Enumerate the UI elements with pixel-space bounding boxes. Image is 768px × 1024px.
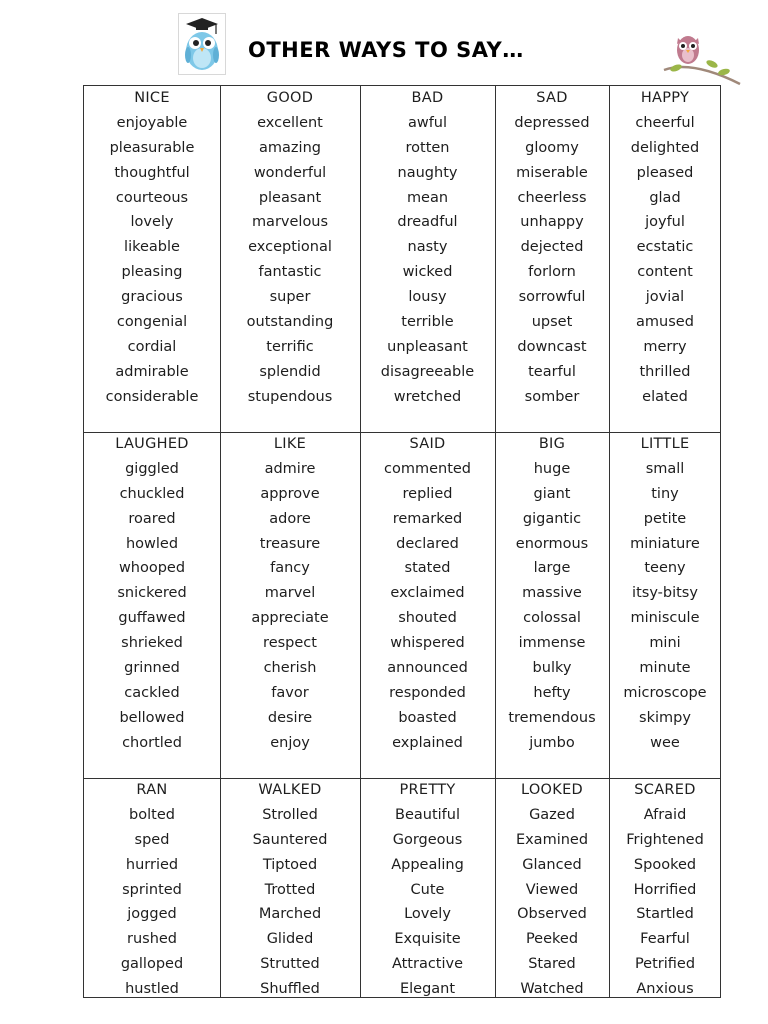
synonym-word: immense [518,635,586,652]
column-heading: WALKED [258,782,322,798]
synonym-word: likeable [124,239,180,256]
word-column-pretty [360,778,495,1002]
synonym-word: respect [263,635,317,652]
synonym-word: somber [524,388,580,405]
synonym-word: microscope [623,684,707,701]
synonym-word: snickered [117,585,187,602]
synonym-word: miniature [630,535,700,552]
synonym-word: sped [134,831,170,848]
column-heading: HAPPY [640,90,690,106]
synonym-word: giggled [125,460,179,477]
synonym-word: Afraid [643,806,687,823]
synonym-word: nasty [407,239,448,256]
synonym-word: miniscule [630,610,700,627]
synonym-word: dejected [520,239,584,256]
synonym-word: cordial [127,338,177,355]
word-column-walked [220,778,360,1002]
synonym-word: itsy-bitsy [632,585,698,602]
column-heading: RAN [136,782,168,798]
column-heading: BIG [538,436,566,452]
synonym-word: jogged [127,906,177,923]
synonym-word: shrieked [121,635,183,652]
synonym-word: small [645,460,685,477]
word-column-like [220,432,360,756]
synonym-word: Peeked [525,931,579,948]
word-column-laughed [84,432,220,756]
synonym-word: Exquisite [394,931,461,948]
synonym-word: declared [396,535,459,552]
synonym-word: Sauntered [252,831,328,848]
synonym-word: chortled [122,734,182,751]
column-heading: SAD [536,90,568,106]
synonym-word: replied [402,485,453,502]
word-column-sad [495,86,609,410]
synonym-word: treasure [259,535,321,552]
word-column-scared [609,778,721,1002]
synonym-word: lovely [130,214,174,231]
synonym-word: Tiptoed [262,856,318,873]
synonym-word: super [269,289,311,306]
column-heading: BAD [411,90,444,106]
synonym-word: jumbo [529,734,575,751]
synonym-word: Marched [258,906,322,923]
synonym-word: content [637,264,693,281]
synonym-word: Appealing [391,856,464,873]
synonym-word: grinned [124,660,180,677]
synonym-word: mean [406,189,449,206]
synonym-word: responded [389,684,466,701]
synonym-word: announced [387,660,468,677]
synonym-word: upset [531,314,573,331]
synonym-word: terrible [401,314,454,331]
synonym-word: Petrified [634,956,696,973]
synonym-word: unpleasant [387,338,468,355]
synonym-word: amused [636,314,694,331]
synonym-word: minute [639,660,691,677]
synonym-word: forlorn [528,264,576,281]
synonym-word: remarked [392,510,463,527]
synonym-word: Viewed [525,881,579,898]
synonym-word: hefty [533,684,571,701]
synonym-word: joyful [645,214,685,231]
synonym-word: Gorgeous [392,831,463,848]
synonym-word: Cute [410,881,445,898]
synonym-word: Fearful [640,931,690,948]
synonym-word: bulky [532,660,572,677]
synonym-word: Frightened [626,831,704,848]
synonym-word: galloped [120,956,184,973]
synonym-word: explained [392,734,463,751]
synonym-word: excellent [257,114,323,131]
synonym-word: tremendous [508,709,596,726]
synonym-word: courteous [115,189,189,206]
synonym-word: gloomy [525,139,579,156]
synonym-word: glad [649,189,681,206]
synonym-word: giant [533,485,571,502]
synonym-word: marvel [264,585,316,602]
synonym-word: enjoyable [116,114,188,131]
synonym-word: wonderful [253,164,327,181]
synonym-word: cherish [263,660,317,677]
synonym-word: Glanced [522,856,582,873]
graduation-owl-icon [178,13,226,75]
synonym-word: hustled [125,981,179,998]
synonym-word: favor [271,684,309,701]
synonym-word: naughty [397,164,458,181]
column-heading: SAID [409,436,446,452]
synonym-word: sorrowful [518,289,586,306]
synonym-word: desire [267,709,313,726]
synonym-word: hurried [125,856,179,873]
word-column-looked [495,778,609,1002]
synonym-word: bolted [129,806,175,823]
synonym-word: Spooked [633,856,697,873]
word-column-big [495,432,609,756]
synonym-word: thrilled [639,363,691,380]
synonym-word: miserable [516,164,588,181]
synonym-word: commented [383,460,471,477]
synonym-word: wee [650,734,680,751]
synonym-word: mini [649,635,681,652]
synonym-word: stated [404,560,451,577]
synonym-word: chuckled [119,485,185,502]
synonym-word: outstanding [246,314,334,331]
synonym-word: awful [407,114,448,131]
synonym-word: pleasant [258,189,322,206]
synonym-word: Attractive [391,956,464,973]
synonym-word: rotten [405,139,450,156]
synonym-word: terrific [266,338,314,355]
word-column-nice [84,86,220,410]
owl-on-branch-icon [662,28,742,86]
column-heading: LITTLE [640,436,690,452]
synonym-word: guffawed [118,610,186,627]
synonym-word: howled [125,535,179,552]
synonym-word: exceptional [248,239,332,256]
synonym-word: Startled [636,906,694,923]
synonym-word: Strolled [262,806,318,823]
synonym-word: Beautiful [395,806,460,823]
column-heading: GOOD [266,90,314,106]
synonym-word: considerable [105,388,199,405]
synonym-word: large [533,560,571,577]
word-table [83,85,721,998]
synonym-word: sprinted [122,881,182,898]
synonym-word: Lovely [404,906,451,923]
synonym-word: downcast [517,338,587,355]
word-column-good [220,86,360,410]
synonym-word: shouted [398,610,457,627]
synonym-word: approve [260,485,320,502]
synonym-word: marvelous [251,214,329,231]
synonym-word: Shuffled [260,981,320,998]
synonym-word: exclaimed [390,585,465,602]
synonym-word: whooped [118,560,186,577]
synonym-word: congenial [116,314,188,331]
synonym-word: Glided [266,931,314,948]
synonym-word: cackled [124,684,180,701]
synonym-word: fantastic [258,264,322,281]
synonym-word: petite [643,510,687,527]
word-column-little [609,432,721,756]
synonym-word: Trotted [264,881,316,898]
synonym-word: ecstatic [636,239,694,256]
synonym-word: tiny [651,485,679,502]
synonym-word: Horrified [633,881,697,898]
synonym-word: wretched [393,388,462,405]
synonym-word: enormous [515,535,589,552]
synonym-word: dreadful [397,214,458,231]
synonym-word: amazing [259,139,321,156]
page-title: OTHER WAYS TO SAY… [248,38,524,62]
synonym-word: pleased [636,164,694,181]
synonym-word: elated [642,388,688,405]
synonym-word: depressed [514,114,590,131]
synonym-word: boasted [398,709,457,726]
column-heading: NICE [134,90,170,106]
synonym-word: unhappy [520,214,584,231]
column-heading: LIKE [273,436,307,452]
synonym-word: Observed [517,906,587,923]
synonym-word: gigantic [522,510,582,527]
synonym-word: adore [269,510,311,527]
synonym-word: lousy [408,289,447,306]
synonym-word: jovial [645,289,685,306]
synonym-word: cheerful [635,114,695,131]
synonym-word: wicked [402,264,453,281]
synonym-word: thoughtful [114,164,190,181]
synonym-word: enjoy [270,734,310,751]
synonym-word: pleasurable [109,139,195,156]
synonym-word: Examined [515,831,589,848]
synonym-word: skimpy [639,709,691,726]
synonym-word: tearful [528,363,576,380]
synonym-word: fancy [270,560,310,577]
synonym-word: stupendous [247,388,333,405]
word-column-ran [84,778,220,1002]
synonym-word: admire [264,460,316,477]
synonym-word: rushed [126,931,178,948]
synonym-word: appreciate [251,610,329,627]
synonym-word: massive [522,585,582,602]
synonym-word: disagreeable [380,363,475,380]
column-heading: PRETTY [399,782,456,798]
synonym-word: Stared [528,956,576,973]
word-column-happy [609,86,721,410]
column-heading: LOOKED [520,782,584,798]
synonym-word: whispered [390,635,465,652]
synonym-word: Gazed [529,806,575,823]
column-heading: SCARED [634,782,696,798]
synonym-word: pleasing [121,264,183,281]
synonym-word: huge [533,460,571,477]
synonym-word: roared [128,510,176,527]
synonym-word: admirable [115,363,189,380]
synonym-word: teeny [644,560,686,577]
synonym-word: Watched [520,981,584,998]
synonym-word: splendid [259,363,321,380]
synonym-word: bellowed [119,709,185,726]
word-column-bad [360,86,495,410]
synonym-word: Elegant [399,981,456,998]
word-column-said [360,432,495,756]
synonym-word: cheerless [517,189,587,206]
column-heading: LAUGHED [115,436,189,452]
synonym-word: colossal [523,610,581,627]
synonym-word: Anxious [636,981,694,998]
synonym-word: Strutted [260,956,320,973]
synonym-word: gracious [121,289,183,306]
synonym-word: merry [643,338,687,355]
synonym-word: delighted [630,139,700,156]
